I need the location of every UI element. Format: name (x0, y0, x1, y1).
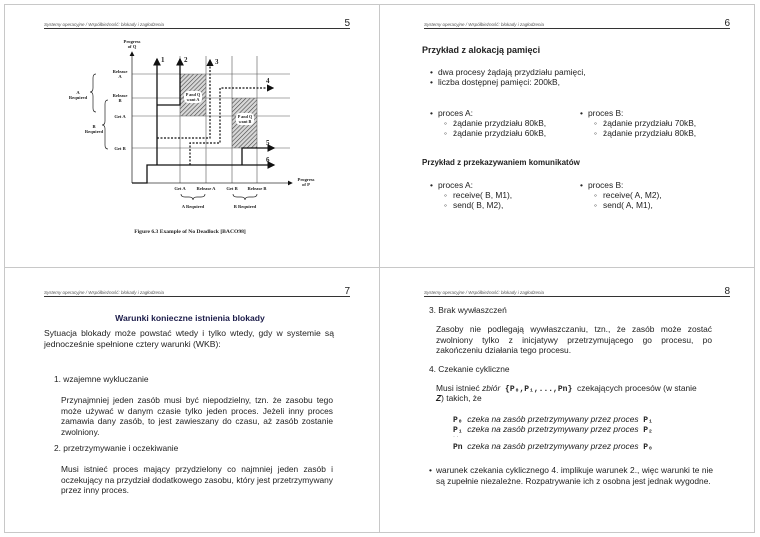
bullet-icon: • (429, 465, 432, 475)
x-tick-release-b: Release B (247, 186, 267, 191)
path-label-1: 1 (161, 56, 165, 64)
page-title: Warunki konieczne istnienia blokady (115, 313, 265, 323)
page-header (424, 286, 730, 297)
note-bullet (429, 465, 713, 486)
cond4-set-word: zbiór (482, 383, 501, 393)
page-5 (0, 0, 375, 263)
page-7 (0, 268, 375, 531)
x-axis-label-1: Progress (297, 177, 315, 182)
header-text: Systemy operacyjne / Współbieżność: blokady i zagłodzenia (424, 290, 545, 295)
bullet-item: • liczba dostępnej pamięci: 200kB, (430, 77, 560, 88)
region-b-label-1: P and Q (237, 114, 253, 119)
x-tick-get-b: Get B (226, 186, 238, 191)
chain-dots: · · (453, 434, 459, 440)
cond4-pre: Musi istnieć (436, 383, 483, 393)
chain-from: Pn (453, 443, 463, 452)
x-brace-a-label: A Required (181, 204, 205, 209)
condition-2-title: 2. przetrzymywanie i oczekiwanie (54, 443, 179, 453)
condition-2-text: Musi istnieć proces mający przydzielony co najmniej jeden zasób i oczekujący na przydział dodatkowego zasobu, który jest przetrzymywany przez inny proces. (61, 464, 333, 496)
header-text: Systemy operacyjne / Współbieżność: blokady i zagłodzenia (44, 22, 165, 27)
condition-1-text: Przynajmniej jeden zasób musi być niepodzielny, tzn. że zasobu tego może używać w danym czasie tylko jeden proces. Jeżeli inny proces zamawia dany zasób, to jest zawieszany do czasu, aż zasób zostanie zwolniony. (61, 395, 333, 437)
condition-4-title: 4. Czekanie cykliczne (429, 364, 510, 374)
cond4-set: {P₀,P₁,...,Pn} (500, 385, 578, 394)
note-text: warunek czekania cyklicznego 4. implikuje warunek 2., więc warunki te nie są zupełnie niezależne. Rozpatrywanie ich z osobna jest jednak wygodne. (436, 465, 713, 486)
y-tick-release-a-2: A (118, 74, 122, 79)
msg-a-item: ◦ receive( B, M1), (444, 190, 512, 201)
y-tick-release-b-2: B (118, 98, 122, 103)
page-number: 8 (724, 286, 730, 297)
proc-a-label: • proces A: (430, 108, 473, 119)
chain-row (453, 441, 653, 454)
path-label-6: 6 (266, 156, 270, 164)
msg-b-item: ◦ send( A, M1), (594, 200, 653, 211)
chain-row (453, 424, 653, 437)
proc-a-item: ◦ żądanie przydziału 80kB, (444, 118, 546, 129)
page-6 (380, 0, 755, 263)
y-tick-release-b-1: Release (112, 93, 128, 98)
chain-text: czeka na zasób przetrzymywany przez proces (467, 441, 639, 451)
section-title-messages: Przykład z przekazywaniem komunikatów (422, 158, 580, 167)
condition-4-text-cont (436, 393, 482, 404)
y-tick-get-b: Get B (114, 146, 126, 151)
chain-text: czeka na zasób przetrzymywany przez proces (467, 424, 639, 434)
brace-b-label-1: B (92, 124, 96, 129)
path-label-4: 4 (266, 77, 270, 85)
msg-a-item: ◦ send( B, M2), (444, 200, 503, 211)
proc-b-label: • proces B: (580, 108, 623, 119)
path-label-5: 5 (266, 139, 270, 147)
chain-to: P₀ (643, 443, 653, 452)
region-b-label-2: want B (238, 119, 252, 124)
x-tick-get-a: Get A (174, 186, 186, 191)
page-header (424, 18, 730, 29)
path-label-2: 2 (184, 56, 188, 64)
brace-a-label-1: A (76, 90, 80, 95)
msg-a-label: • proces A: (430, 180, 473, 191)
bullet-item: • dwa procesy żądają przydziału pamięci, (430, 67, 586, 78)
page-8 (380, 268, 755, 531)
intro-paragraph: Sytuacja blokady może powstać wtedy i tylko wtedy, gdy w systemie są jednocześnie spełnione cztery warunki (WKB): (44, 328, 334, 349)
header-text: Systemy operacyjne / Współbieżność: blokady i zagłodzenia (424, 22, 545, 27)
region-a-label-2: want A (186, 97, 200, 102)
y-tick-get-a: Get A (114, 114, 126, 119)
chain-to: P₂ (643, 426, 653, 435)
cond4-post: czekających procesów (w stanie (577, 383, 697, 393)
x-brace-b-label: B Required (233, 204, 257, 209)
proc-b-item: ◦ żądanie przydziału 70kB, (594, 118, 696, 129)
chain-text: czeka na zasób przetrzymywany przez proces (467, 414, 639, 424)
state-z: Z (436, 393, 442, 403)
brace-b-label-2: Required (84, 129, 104, 134)
page-number: 5 (344, 18, 350, 29)
x-tick-release-a: Release A (196, 186, 216, 191)
condition-1-title: 1. wzajemne wykluczanie (54, 374, 149, 384)
condition-3-text: Zasoby nie podlegają wywłaszczaniu, tzn., że zasób może zostać zwolniony tylko z inicjatywy przetrzymującego go procesu, po zakończeniu działania tego procesu. (436, 324, 712, 356)
brace-a-label-2: Required (68, 95, 88, 100)
condition-3-title: 3. Brak wywłaszczeń (429, 305, 507, 315)
cond4-end: ) takich, że (441, 393, 482, 403)
chain-from: P₀ (453, 416, 463, 425)
no-deadlock-diagram (0, 0, 380, 240)
chain-from: P₁ (453, 426, 463, 435)
header-text: Systemy operacyjne / Współbieżność: blokady i zagłodzenia (44, 290, 165, 295)
path-label-3: 3 (215, 58, 219, 66)
proc-b-item: ◦ żądanie przydziału 80kB, (594, 128, 696, 139)
x-axis-label-2: of P (302, 182, 310, 187)
chain-to: P₁ (643, 416, 653, 425)
page-header (44, 286, 350, 297)
figure-caption: Figure 6.3 Example of No Deadlock [BACO98] (134, 229, 246, 235)
page-number: 7 (344, 286, 350, 297)
region-a-label-1: P and Q (185, 92, 201, 97)
proc-a-item: ◦ żądanie przydziału 60kB, (444, 128, 546, 139)
y-axis-label-1: Progress (123, 39, 141, 44)
msg-b-item: ◦ receive( A, M2), (594, 190, 662, 201)
page-number: 6 (724, 18, 730, 29)
section-title-memory: Przykład z alokacją pamięci (422, 45, 541, 55)
y-axis-label-2: of Q (127, 44, 137, 49)
y-tick-release-a-1: Release (112, 69, 128, 74)
msg-b-label: • proces B: (580, 180, 623, 191)
